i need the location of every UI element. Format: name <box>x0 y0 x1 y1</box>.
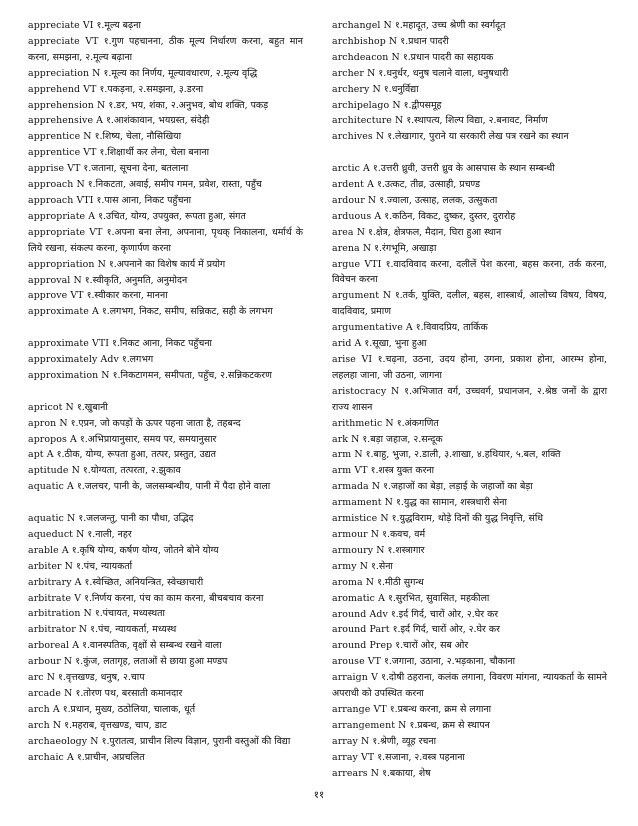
dictionary-entry <box>332 511 607 527</box>
dictionary-entry <box>332 209 607 225</box>
entry-definition: १.पंच, न्यायकर्ता, मध्यस्थ <box>90 624 177 636</box>
entry-definition: १.कुंज, लतागृह, लताओं से छाया हुआ मण्डप <box>75 656 228 668</box>
entry-headword: argue VTI <box>332 258 382 270</box>
entry-definition: १.प्रबन्ध करना, क्रम से लगाना <box>389 703 492 715</box>
dictionary-entry <box>332 607 607 623</box>
dictionary-entry <box>332 638 607 654</box>
dictionary-entry <box>332 622 607 638</box>
dictionary-entry <box>28 543 303 559</box>
entry-definition: १.जलचर, पानी के, जलसम्बन्धीय, पानी में पैदा होने वाला <box>76 481 271 493</box>
dictionary-entry <box>332 177 607 193</box>
entry-definition: १.अभिप्रायानुसार, समय पर, समयानुसार <box>79 433 217 445</box>
dictionary-entry <box>332 559 607 575</box>
entry-headword: around Part <box>332 624 390 636</box>
dictionary-entry <box>332 575 607 591</box>
dictionary-entry <box>332 193 607 209</box>
dictionary-entry <box>28 527 303 543</box>
entry-headword: archbishop N <box>332 35 398 47</box>
entry-definition: १.पुरातत्व, प्राचीन शिल्प विज्ञान, पुरानी वस्तुओं की विद्या <box>101 735 291 747</box>
dictionary-entry <box>28 368 303 384</box>
dictionary-entry <box>332 654 607 670</box>
entry-definition: १.पास आना, निकट पहुँचना <box>96 194 192 206</box>
dictionary-entry <box>28 273 303 289</box>
entry-definition: १.महराब, वृत्तखण्ड, चाप, डाट <box>64 719 167 731</box>
entry-headword: appropriation N <box>28 258 106 270</box>
entry-headword: architecture N <box>332 115 404 127</box>
entry-definition: १.जहाजों का बेड़ा, लड़ाई के जहाजों का बेड़ा <box>383 481 533 493</box>
entry-definition: १.वादविवाद करना, दलीलें पेश करना, बहस करना, तर्क करना, विवेचन करना <box>332 258 607 286</box>
entry-headword: ardent A <box>332 179 374 191</box>
entry-headword: aqueduct N <box>28 528 85 540</box>
entry-headword: apron N <box>28 417 68 429</box>
entry-definition: १.सूखा, भुना हुआ <box>364 338 427 350</box>
entry-headword: armoury N <box>332 544 385 556</box>
entry-definition: १.प्राचीन, अप्रचलित <box>76 751 145 763</box>
entry-definition: १.पंचायत, मध्यस्थता <box>94 608 165 620</box>
entry-headword: arise VI <box>332 354 373 366</box>
entry-headword: around Adv <box>332 608 388 620</box>
entry-headword: archaic A <box>28 751 74 763</box>
entry-headword: apprentice VT <box>28 147 97 159</box>
dictionary-entry <box>28 145 303 161</box>
entry-definition: १.नाली, नहर <box>87 528 132 540</box>
entry-headword: armour N <box>332 528 380 540</box>
entry-definition: १.युद्ध का सामान, शस्त्रधारी सेना <box>395 497 507 509</box>
dictionary-entry <box>28 606 303 622</box>
entry-headword: arcade N <box>28 688 73 700</box>
entry-definition: १.सजाना, २.वस्त्र पहनाना <box>377 751 465 763</box>
entry-headword: arable A <box>28 544 69 556</box>
dictionary-entry <box>28 209 303 225</box>
dictionary-entry <box>332 463 607 479</box>
entry-headword: arbiter N <box>28 560 73 572</box>
entry-spacer <box>28 384 303 400</box>
entry-headword: arbour N <box>28 656 73 668</box>
entry-definition: १.बाहु, भुजा, २.डाली, ३.शाखा, ४.हथियार, ५.बल, शक्ति <box>365 449 561 461</box>
entry-definition: १.शिष्य, चेला, नौसिखिया <box>94 131 182 143</box>
entry-definition: १.क्षेत्र, क्षेत्रफल, मैदान, घिरा हुआ स्थान <box>367 226 502 238</box>
entry-definition: १.निकट आना, निकट पहुँचना <box>112 338 212 350</box>
dictionary-entry <box>28 638 303 654</box>
dictionary-entry <box>28 686 303 702</box>
entry-headword: apprehension N <box>28 99 106 111</box>
dictionary-entry <box>28 575 303 591</box>
dictionary-entry <box>28 193 303 209</box>
entry-headword: arouse VT <box>332 656 382 668</box>
entry-definition: १.कवच, वर्म <box>382 528 426 540</box>
entry-headword: aptitude N <box>28 465 80 477</box>
dictionary-entry <box>332 241 607 257</box>
dictionary-entry <box>28 416 303 432</box>
entry-headword: ardour N <box>332 194 377 206</box>
dictionary-entry <box>28 225 303 257</box>
dictionary-entry <box>332 225 607 241</box>
entry-headword: armada N <box>332 481 381 493</box>
dictionary-entry <box>332 384 607 416</box>
entry-definition: १.सेना <box>371 560 393 572</box>
entry-headword: arctic A <box>332 163 370 175</box>
entry-headword: approximation N <box>28 369 110 381</box>
entry-headword: appreciation N <box>28 67 101 79</box>
entry-headword: arbitrary A <box>28 576 82 588</box>
dictionary-entry <box>332 495 607 511</box>
entry-headword: aquatic N <box>28 513 76 525</box>
entry-headword: apricot N <box>28 401 74 413</box>
dictionary-entry <box>28 34 303 66</box>
entry-headword: archangel N <box>332 20 392 31</box>
dictionary-entry <box>28 463 303 479</box>
dictionary-entry <box>28 654 303 670</box>
entry-definition: १.उचित, योग्य, उपयुक्त, रूपता हुआ, संगत <box>98 210 246 222</box>
entry-headword: appreciate VI <box>28 20 94 31</box>
entry-spacer <box>28 495 303 511</box>
dictionary-entry <box>332 352 607 384</box>
entry-headword: around Prep <box>332 640 393 652</box>
dictionary-entry <box>332 670 607 702</box>
dictionary-entry <box>28 734 303 750</box>
entry-definition: १.इर्द गिर्द, चारों ओर, २.घेर कर <box>390 608 499 620</box>
dictionary-entry <box>332 416 607 432</box>
entry-headword: approximate VTI <box>28 338 110 350</box>
entry-headword: apprentice N <box>28 131 92 143</box>
dictionary-entry <box>332 34 607 50</box>
dictionary-entry <box>332 432 607 448</box>
entry-headword: apt A <box>28 449 54 461</box>
entry-spacer <box>332 145 607 161</box>
dictionary-entry <box>28 622 303 638</box>
entry-headword: appropriate A <box>28 210 96 222</box>
dictionary-entry <box>332 702 607 718</box>
entry-definition: १.कठिन, विकट, दुष्कर, दुस्तर, दुरारोह <box>384 210 516 222</box>
entry-headword: arm N <box>332 449 363 461</box>
entry-definition: १.शिक्षार्थी कर लेना, चेला बनाना <box>99 147 210 159</box>
entry-headword: ark N <box>332 433 360 445</box>
dictionary-entry <box>28 336 303 352</box>
entry-definition: १.प्रधान पादरी <box>400 35 449 47</box>
entry-headword: approximate A <box>28 306 99 318</box>
entry-definition: १.प्रधान, मुख्य, ठठोलिया, चालाक, धूर्त <box>62 703 196 715</box>
entry-headword: apprehend VT <box>28 83 97 95</box>
entry-definition: १.पंच, न्यायकर्ता <box>75 560 133 572</box>
dictionary-entry <box>332 447 607 463</box>
entry-headword: arrears N <box>332 767 380 779</box>
entry-headword: aroma N <box>332 576 375 588</box>
entry-headword: arid A <box>332 338 362 350</box>
dictionary-entry <box>332 288 607 320</box>
entry-definition: १.निर्णय करना, पंच का काम करना, बीचबचाव करना <box>84 592 264 604</box>
entry-headword: aristocracy N <box>332 385 400 397</box>
entry-headword: arbitrate V <box>28 592 82 604</box>
entry-headword: arm VT <box>332 465 368 477</box>
dictionary-entry <box>28 177 303 193</box>
entry-headword: appropriate VT <box>28 226 103 238</box>
dictionary-entry <box>28 479 303 495</box>
entry-definition: १.प्रबन्ध, क्रम से स्थापन <box>409 719 490 731</box>
dictionary-entry <box>28 288 303 304</box>
entry-definition: १.शस्त्र युक्त करना <box>370 465 435 477</box>
entry-headword: archdeacon N <box>332 51 400 63</box>
page-number: ११ <box>313 790 325 801</box>
entry-definition: १.विवादप्रिय, तार्किक <box>415 322 488 334</box>
entry-definition: १.वानस्पतिक, वृक्षों से सम्बन्ध रखने वाला <box>82 640 222 652</box>
entry-headword: arena N <box>332 242 372 254</box>
entry-definition: १.शस्त्रागार <box>387 544 425 556</box>
entry-headword: armistice N <box>332 513 389 525</box>
entry-definition: १.अपना बना लेना, अपनाना, पृथक् निकालना, धर्मार्थ के लिये रखना, संकल्प करना, कृणार्पण करना <box>28 226 303 254</box>
dictionary-entry <box>332 718 607 734</box>
entry-definition: १.स्वेच्छित, अनियन्त्रित, स्वेच्छाचारी <box>84 576 204 588</box>
entry-headword: approximately Adv <box>28 354 119 366</box>
entry-definition: १.तोरण पथ, बरसाती कमानदार <box>75 688 183 700</box>
dictionary-entry <box>28 670 303 686</box>
entry-headword: armament N <box>332 497 393 509</box>
entry-headword: approach VTI <box>28 194 94 206</box>
entry-definition: १.चढ़ना, उठना, उदय होना, उगना, प्रकाश होना, आरम्भ होना, लहलहा जाना, जी उठना, जागना <box>332 354 608 381</box>
entry-definition: १.धनुर्विद्या <box>383 83 419 95</box>
entry-definition: १.सुरभित, सुवासित, महकीला <box>387 592 490 604</box>
dictionary-entry <box>332 66 607 82</box>
entry-definition: १.योग्यता, तत्परता, २.झुकाव <box>82 465 181 477</box>
dictionary-entry <box>332 129 607 145</box>
dictionary-entry <box>332 479 607 495</box>
entry-headword: arch A <box>28 703 60 715</box>
dictionary-entry <box>28 18 303 34</box>
dictionary-entry <box>28 432 303 448</box>
dictionary-entry <box>28 702 303 718</box>
entry-definition: १.निकटता, अवाई, समीप गमन, प्रवेश, रास्ता, पहुँच <box>87 179 262 191</box>
dictionary-entry <box>28 66 303 82</box>
entry-headword: army N <box>332 560 369 572</box>
entry-definition: १.निकटागमन, समीपता, पहुँच, २.सन्निकटकरण <box>112 369 272 381</box>
entry-headword: approach N <box>28 179 85 191</box>
entry-headword: array N <box>332 735 370 747</box>
dictionary-entry <box>28 113 303 129</box>
entry-definition: १.चारों ओर, सब ओर <box>395 640 469 652</box>
entry-definition: १.बड़ा जहाज, २.सन्दूक <box>362 433 443 445</box>
entry-headword: apprise VT <box>28 163 81 175</box>
entry-definition: १.अपनाने का विशेष कार्य में प्रयोग <box>108 258 226 270</box>
entry-definition: १.जलजन्तु, पानी का पौधा, उद्भिद <box>78 513 194 525</box>
entry-definition: १.एप्रन, जो कपड़ों के ऊपर पहना जाता है, तहबन्द <box>70 417 241 429</box>
entry-definition: १.वृत्तखण्ड, धनुष, २.चाप <box>58 672 145 684</box>
entry-headword: arraign V <box>332 672 378 684</box>
dictionary-entry <box>332 750 607 766</box>
entry-headword: arboreal A <box>28 640 80 652</box>
entry-headword: arrange VT <box>332 703 387 715</box>
right-column <box>332 18 607 781</box>
dictionary-entry <box>332 257 607 289</box>
dictionary-entry <box>332 543 607 559</box>
entry-headword: archives N <box>332 131 385 143</box>
dictionary-entry <box>332 591 607 607</box>
entry-definition: १.स्वीकृति, अनुमति, अनुमोदन <box>84 274 188 286</box>
dictionary-entry <box>28 98 303 114</box>
entry-definition: १.ज्वाला, उत्साह, ललक, उत्सुकता <box>379 194 498 206</box>
left-column <box>28 18 303 766</box>
dictionary-entry <box>28 400 303 416</box>
dictionary-entry <box>28 591 303 607</box>
entry-definition: १.तर्क, युक्ति, दलील, बहस, शास्त्रार्थ, आलोच्य विषय, विषय, वादविवाद, प्रमाण <box>332 290 607 318</box>
entry-definition: १.लगभग <box>121 354 154 366</box>
entry-definition: १.अभिजात वर्ग, उच्चवर्ग, प्रधानजन, २.श्रेष्ठ जनों के द्वारा राज्य शासन <box>332 385 607 413</box>
entry-headword: archipelago N <box>332 99 401 111</box>
entry-definition: १.द्वीपसमूह <box>403 99 442 111</box>
entry-definition: १.गुण पहचानना, ठीक मूल्य निर्धारण करना, बहुत मान करना, समझना, २.मूल्य बढ़ाना <box>28 35 303 63</box>
entry-definition: १.दोषी ठहराना, कलंक लगाना, विवरण मांगना, न्यायकर्ता के सामने अपराधी को उपस्थित करना <box>332 672 607 700</box>
entry-headword: argument N <box>332 290 392 302</box>
entry-definition: १.अंकगणित <box>396 417 439 429</box>
dictionary-entry <box>332 18 607 34</box>
entry-headword: area N <box>332 226 365 238</box>
dictionary-entry <box>332 50 607 66</box>
entry-definition: १.श्रेणी, व्यूह रचना <box>372 735 436 747</box>
dictionary-entry <box>332 734 607 750</box>
entry-headword: approval N <box>28 274 82 286</box>
entry-definition: १.जताना, सूचना देना, बतलाना <box>83 163 189 175</box>
entry-definition: १.इर्द गिर्द, चारों ओर, २.घेर कर <box>392 624 500 636</box>
entry-definition: १.कृषि योग्य, कर्षण योग्य, जोतने बोने योग्य <box>71 544 219 556</box>
dictionary-entry <box>28 718 303 734</box>
entry-definition: १.बकाया, शेष <box>382 767 431 779</box>
entry-headword: approve VT <box>28 290 84 302</box>
dictionary-entry <box>28 82 303 98</box>
dictionary-entry <box>28 750 303 766</box>
entry-headword: appreciate VT <box>28 35 99 47</box>
dictionary-entry <box>28 304 303 320</box>
entry-headword: array VT <box>332 751 375 763</box>
entry-definition: १.लगभग, निकट, समीप, सन्निकट, सही के लगभग <box>101 306 273 318</box>
entry-headword: arc N <box>28 672 56 684</box>
entry-definition: १.प्रधान पादरी का सहायक <box>402 51 494 63</box>
dictionary-entry <box>28 129 303 145</box>
entry-definition: १.लेखागार, पुराने या सरकारी लेख पत्र रखने का स्थान <box>387 131 569 143</box>
entry-definition: १.आशंकावान, भयग्रस्त, संदेही <box>106 115 210 127</box>
dictionary-entry <box>332 113 607 129</box>
entry-headword: arbitration N <box>28 608 92 620</box>
entry-headword: apprehensive A <box>28 115 104 127</box>
entry-headword: arrangement N <box>332 719 407 731</box>
dictionary-entry <box>28 257 303 273</box>
entry-definition: १.उत्तरी ध्रुवी, उत्तरी ध्रुव के आसपास के स्थान सम्बन्धी <box>372 163 555 175</box>
entry-headword: apropos A <box>28 433 77 445</box>
entry-definition: १.रंगभूमि, अखाड़ा <box>374 242 437 254</box>
entry-definition: १.उत्कट, तीव्र, उत्साही, प्रचण्ड <box>376 179 481 191</box>
dictionary-entry <box>332 527 607 543</box>
entry-headword: archer N <box>332 67 376 79</box>
entry-headword: archery N <box>332 83 381 95</box>
entry-headword: aromatic A <box>332 592 385 604</box>
entry-headword: aquatic A <box>28 481 74 493</box>
dictionary-entry <box>332 766 607 782</box>
dictionary-entry <box>332 320 607 336</box>
entry-headword: arithmetic N <box>332 417 394 429</box>
dictionary-entry <box>332 98 607 114</box>
entry-definition: १.धनुर्धर, धनुष चलाने वाला, धनुषधारी <box>378 67 509 79</box>
dictionary-entry <box>332 82 607 98</box>
entry-definition: १.महादूत, उच्च श्रेणी का स्वर्गदूत <box>394 20 506 31</box>
entry-definition: १.मूल्य का निर्णय, मूल्यावधारण, २.मूल्य वृद्धि <box>103 67 258 79</box>
entry-definition: १.ठीक, योग्य, रूपता हुआ, तत्पर, प्रस्तुत, उद्यत <box>56 449 216 461</box>
entry-definition: १.स्थापत्य, शिल्प विद्या, २.बनावट, निर्माण <box>406 115 548 127</box>
entry-definition: १.मूल्य बढ़ना <box>96 20 141 31</box>
dictionary-entry <box>28 447 303 463</box>
entry-definition: १.मीठी सुगन्ध <box>377 576 424 588</box>
entry-definition: १.पकड़ना, २.समझना, ३.डरना <box>99 83 204 95</box>
entry-headword: arbitrator N <box>28 624 88 636</box>
entry-definition: १.स्वीकार करना, मानना <box>86 290 168 302</box>
entry-spacer <box>28 320 303 336</box>
dictionary-entry <box>28 559 303 575</box>
entry-headword: arch N <box>28 719 62 731</box>
dictionary-entry <box>332 336 607 352</box>
dictionary-entry <box>332 161 607 177</box>
dictionary-entry <box>28 511 303 527</box>
entry-definition: १.डर, भय, शंका, २.अनुभव, बोध शक्ति, पकड़ <box>108 99 269 111</box>
entry-definition: १.युद्धविराम, थोड़े दिनों की युद्ध निवृत्ति, संधि <box>391 513 544 525</box>
dictionary-entry <box>28 161 303 177</box>
dictionary-entry <box>28 352 303 368</box>
entry-headword: argumentative A <box>332 322 413 334</box>
entry-headword: arduous A <box>332 210 382 222</box>
entry-definition: १.खुबानी <box>76 401 108 413</box>
entry-headword: archaeology N <box>28 735 99 747</box>
entry-definition: १.जगाना, उठाना, २.भड़काना, चौकाना <box>384 656 516 668</box>
